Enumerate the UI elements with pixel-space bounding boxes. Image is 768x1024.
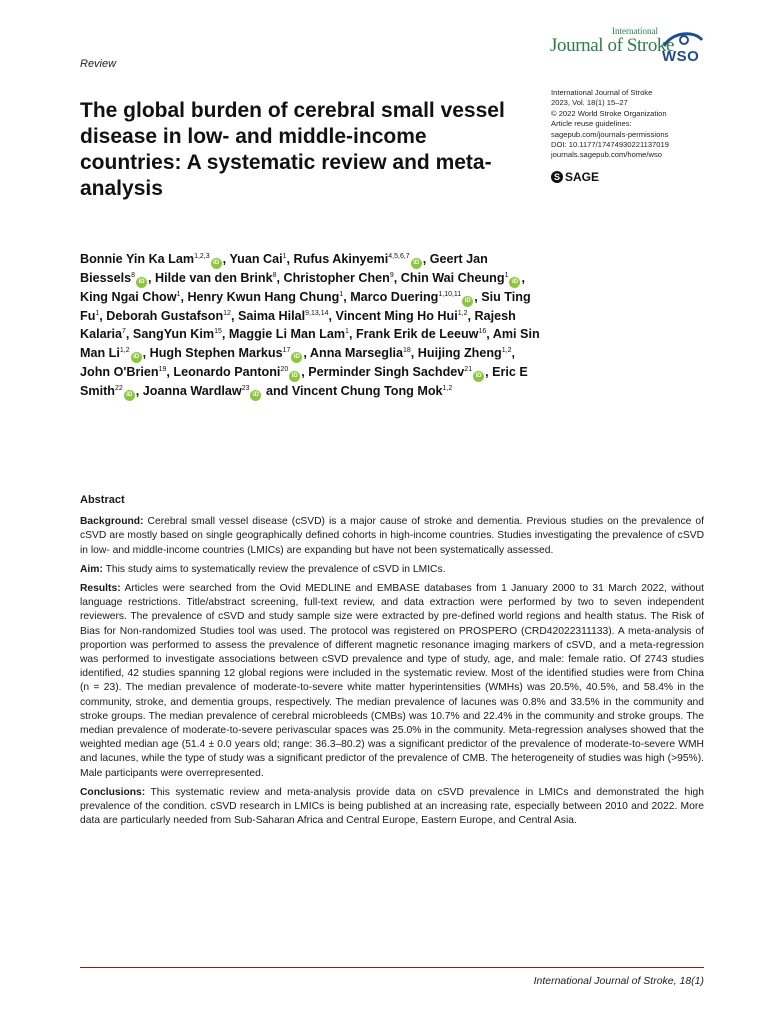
author-affiliation: 1 [339,291,344,298]
author-name[interactable]: Marco Duering [350,290,439,304]
meta-link-permissions[interactable]: sagepub.com/journals-permissions [551,129,669,139]
abstract-heading: Abstract [80,494,125,506]
author-name[interactable]: Hugh Stephen Markus [149,345,283,360]
orcid-icon[interactable]: iD [211,258,222,269]
orcid-icon[interactable]: iD [291,352,302,363]
author [80,290,187,304]
meta-link-doi[interactable]: DOI: 10.1177/17474930221137019 [551,140,669,150]
author-name[interactable]: Anna Marseglia [309,345,403,360]
author [308,365,492,379]
author-affiliation: 4,5,6,7 [388,253,410,260]
author-name[interactable]: Rufus Akinyemi [293,252,389,266]
author-name[interactable]: Geert Jan Biessels [80,252,488,285]
author-name[interactable]: Rajesh Kalaria [80,309,516,342]
author-separator: , [135,383,143,398]
author-affiliation: 8 [272,272,277,279]
author-separator: , [148,271,156,285]
author-affiliation: 1 [282,253,287,260]
author-affiliation: 9 [389,272,394,279]
author-name[interactable]: John O'Brien [80,364,159,379]
author-name[interactable]: SangYun Kim [132,327,215,342]
author [229,327,356,341]
author-affiliation: 21 [464,365,473,373]
author-separator: , [474,290,482,304]
author-affiliation: 1 [504,272,509,279]
author-affiliation: 15 [214,328,222,336]
author-separator: , [467,309,475,323]
author-separator: , [485,364,493,379]
meta-line: International Journal of Stroke [551,88,653,97]
author-separator: , [422,252,430,266]
author-name[interactable]: Saima Hilal [237,309,306,323]
footer-journal-issue: International Journal of Stroke, 18(1) [533,975,704,987]
author [143,384,292,398]
author [80,252,229,266]
meta-line: 2023, Vol. 18(1) 15–27 [551,98,628,108]
author-name[interactable]: Bonnie Yin Ka Lam [80,252,195,266]
author-affiliation: 1,10,11 [438,291,462,298]
author-separator: , [222,252,230,266]
author [310,346,418,360]
author-separator: , [230,309,238,323]
author [133,327,229,341]
author [418,346,515,360]
author-affiliation: 22 [114,384,123,392]
article-metadata [551,88,669,161]
meta-line: © 2022 World Stroke Organization [551,108,667,118]
meta-line: Article reuse guidelines: [551,119,632,129]
author-affiliation: 23 [241,384,250,392]
author [238,309,336,323]
author-name[interactable]: Leonardo Pantoni [173,364,281,379]
author-affiliation: 1,2 [442,384,453,392]
author-affiliation: 1 [345,328,349,336]
author-affiliation: 20 [280,365,289,373]
section-label: Review [80,58,117,70]
author-affiliation: 7 [122,328,126,336]
author-affiliation: 1,2 [457,310,468,317]
author-name[interactable]: King Ngai Chow [80,290,177,304]
meta-link-journal-home[interactable]: journals.sagepub.com/home/wso [551,150,663,160]
author-separator: , [486,327,493,342]
publisher-logo [551,170,599,184]
orcid-icon[interactable]: iD [136,277,147,288]
author-affiliation: 9,13,14 [305,310,329,317]
author-separator: , [221,327,229,342]
author-name[interactable]: Christopher Chen [283,271,390,285]
author-affiliation: 8 [131,272,136,279]
orcid-icon[interactable]: iD [509,277,520,288]
author [106,309,238,323]
abstract-conclusions [80,786,704,829]
aim-label: Aim: [80,563,103,575]
abstract-aim [80,563,704,577]
author-name[interactable]: Chin Wai Cheung [400,271,505,285]
abstract-background [80,515,704,558]
author [336,309,475,323]
author-affiliation: 17 [282,346,291,354]
orcid-icon[interactable]: iD [131,352,142,363]
author [80,365,173,379]
author-affiliation: 12 [223,310,231,317]
article-title: The global burden of cerebral small vessel disease in low- and middle-income countries: A systematic review and meta-analysis [80,99,505,200]
author [187,290,350,304]
author-separator: , [328,309,336,323]
author-name[interactable]: Hilde van den Brink [155,271,273,285]
author-separator: , [166,364,174,379]
author-separator: , [286,252,294,266]
conclusions-label: Conclusions: [80,786,146,798]
author [150,346,310,360]
author [401,271,525,285]
author-name[interactable]: Vincent Ming Ho Hui [335,309,458,323]
author [356,327,493,341]
author-separator: and [262,383,292,398]
author [294,252,430,266]
author-separator: , [511,345,515,360]
author-separator: , [142,345,150,360]
author-name[interactable]: Henry Kwun Hang Chung [187,290,340,304]
publisher-name: SAGE [565,170,600,184]
aim-text: This study aims to systematically review the prevalence of cSVD in LMICs. [105,563,446,575]
background-label: Background: [80,516,144,528]
author-name[interactable]: Eric E Smith [80,364,528,398]
author-separator: , [180,290,188,304]
author-affiliation: 1,2 [119,346,130,354]
orcid-icon[interactable]: iD [289,371,300,382]
author-name[interactable]: Deborah Gustafson [106,309,224,323]
author-list [80,250,540,401]
author-name[interactable]: Huijing Zheng [417,345,502,360]
sage-s-icon: S [551,171,563,183]
orcid-icon[interactable]: iD [124,390,135,401]
author-separator: , [348,327,356,342]
author-affiliation: 18 [403,346,411,354]
author [155,271,283,285]
results-label: Results: [80,583,121,595]
author [350,290,481,304]
author-affiliation: 16 [478,328,487,336]
journal-logo-small-text: International [612,26,658,36]
author-separator: , [343,290,351,304]
author-affiliation: 1,2 [501,346,512,354]
footer-rule [80,967,704,968]
author-separator: , [99,309,107,323]
journal-logo[interactable] [548,22,708,74]
author-name[interactable]: Ami Sin Man Li [80,327,540,360]
author [284,271,401,285]
author [292,384,452,398]
author-affiliation: 1,2,3 [194,253,210,260]
orcid-icon[interactable]: iD [411,258,422,269]
author-separator: , [393,271,401,285]
author-separator: , [276,271,284,285]
author-name[interactable]: Maggie Li Man Lam [228,327,346,342]
author [229,252,293,266]
orcid-icon[interactable]: iD [250,390,261,401]
author-separator: , [303,345,310,360]
orcid-icon[interactable]: iD [462,296,473,307]
author-affiliation: 19 [158,365,167,373]
author-affiliation: 1 [176,291,181,298]
author-affiliation: 1 [95,310,100,317]
author-separator: , [410,345,418,360]
orcid-icon[interactable]: iD [473,371,484,382]
author-separator: , [301,364,309,379]
author-separator: , [521,271,525,285]
abstract-results [80,582,704,781]
author-name[interactable]: Siu Ting Fu [80,290,531,323]
conclusions-text: This systematic review and meta-analysis provide data on cSVD prevalence in LMICs and demonstrated the high prevalence of the condition. cSVD research in LMICs is being published at an increasing rate, especially between 2010 and 2022. More data are particularly needed from Sub-Saharan Africa and Central Europe, Eastern Europe, and Central Asia. [80,786,704,827]
journal-logo-name: Journal of Stroke [550,35,675,56]
abstract [80,493,704,833]
author-name[interactable]: Perminder Singh Sachdev [308,364,465,379]
results-text: Articles were searched from the Ovid MEDLINE and EMBASE databases from 1 January 2000 to 31 March 2022, without language restrictions. Title/abstract screening, full-text review, and data extraction were performed by two to seven independent reviewers. The prevalence of cSVD and study sample size were extracted by pre-defined world regions and health status. The Risk of Bias for Non-randomized Studies tool was used. The protocol was registered on PROSPERO (CRD42022311133). A meta-analysis of proportion was performed to assess the prevalence of different magnetic resonance imaging markers of cSVD, and a meta-regression was performed to investigate associations between cSVD prevalence and type of study, age, and male: female ratio. Of 2743 studies identified, 42 studies spanning 12 global regions were included in the systematic review. Most of the identified studies were from China (n = 23). The median prevalence of moderate-to-severe white matter hyperintensities (WMHs) was 20.5%, 40.5%, and 58.4% in the community, stroke, and dementia groups, respectively. The median prevalence of lacunes was 0.8% and 33.5% in the community and stroke groups. The median prevalence of cerebral microbleeds (CMBs) was 10.7% and 22.4% in the community and stroke groups. The median prevalence of moderate-to-severe perivascular spaces was 25.0% in the community. Meta-regression analyses showed that the weighted median age (51.4 ± 0.0 years old; range: 36.3–80.2) was a significant predictor of the prevalence of moderate-to-severe WMH and lacunes, while the type of study was a significant predictor of the prevalence of CMB. The heterogeneity of studies was high (>95%). Male participants were overrepresented. [80,583,705,779]
author-separator: , [125,327,133,342]
author [173,365,308,379]
author-name[interactable]: Vincent Chung Tong Mok [291,383,443,398]
journal-logo-org: WSO [662,48,700,65]
author-name[interactable]: Yuan Cai [229,252,283,266]
background-text: Cerebral small vessel disease (cSVD) is a major cause of stroke and dementia. Previous studies on the prevalence of cSVD are mostly based on single geographically defined cohorts in high-income countries. Studies investigating the prevalence of cSVD in low- and middle-income countries (LMICs) are expanding but have not been systematically assessed. [80,516,704,556]
author-name[interactable]: Frank Erik de Leeuw [355,327,479,342]
author-name[interactable]: Joanna Wardlaw [142,383,242,398]
